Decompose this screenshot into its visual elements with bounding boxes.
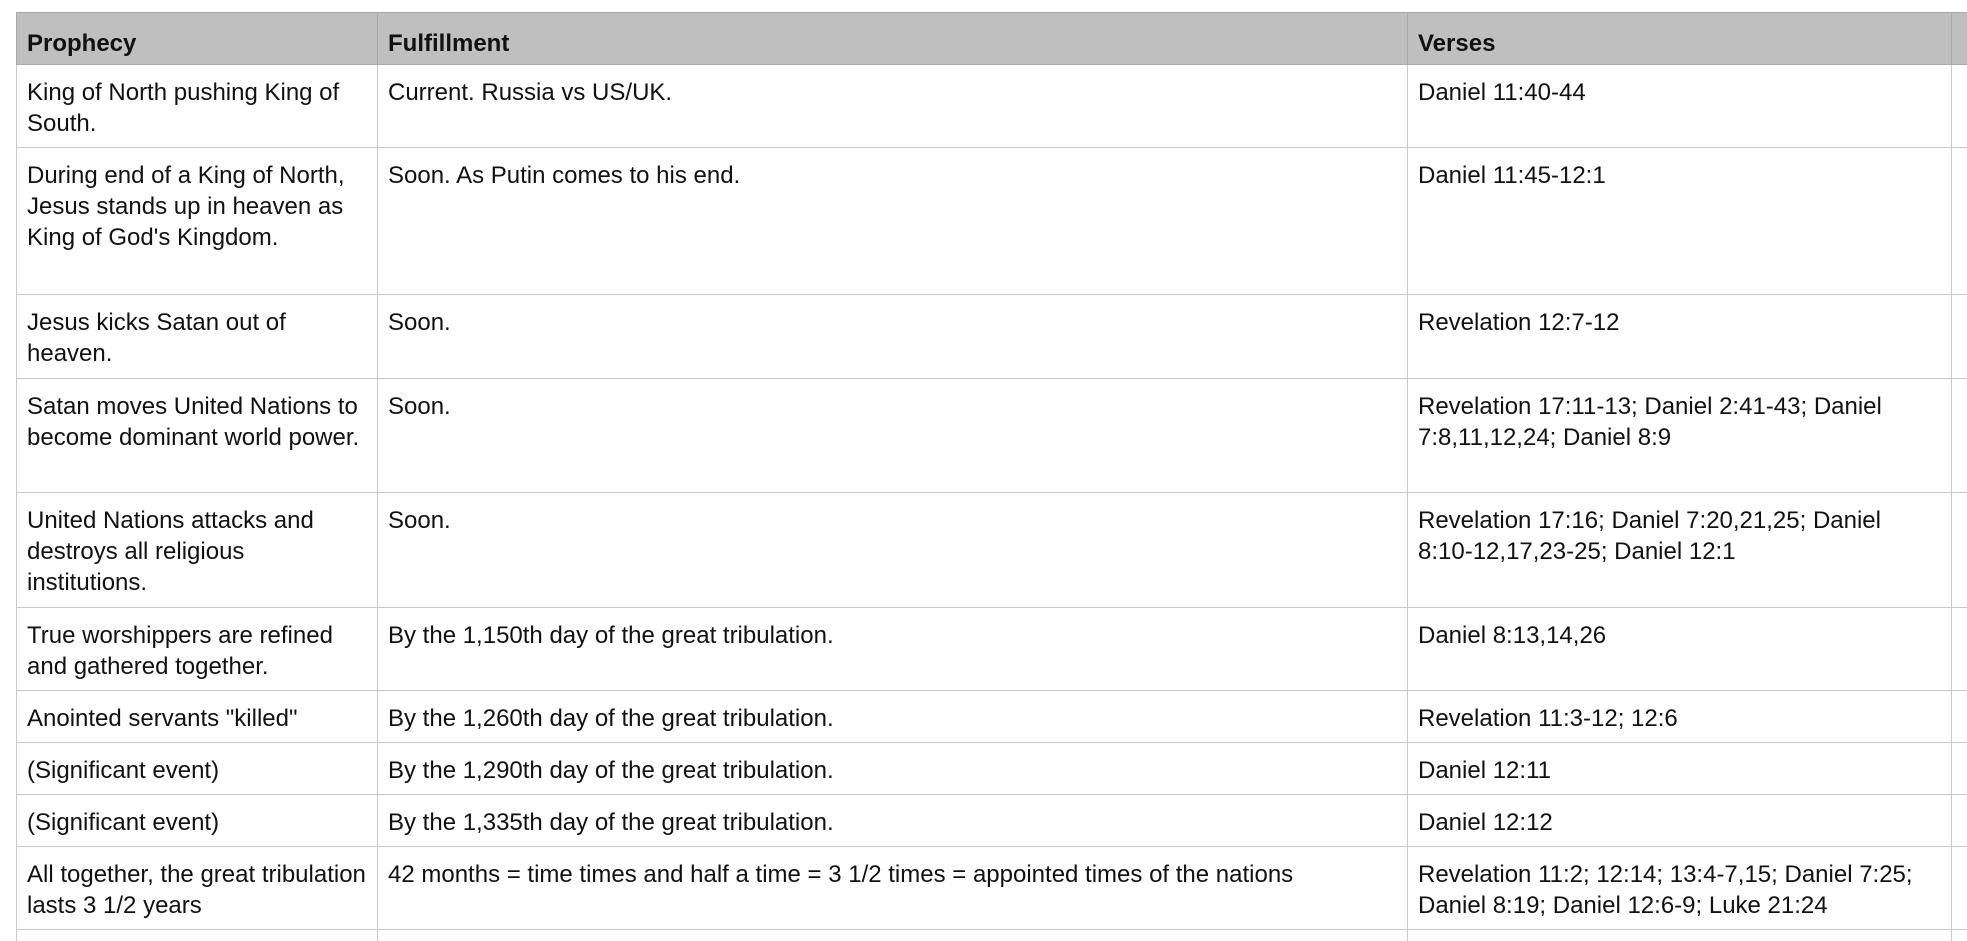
cell-empty[interactable] [1952, 847, 1967, 930]
cell-empty[interactable] [1952, 743, 1967, 795]
cell-verses[interactable]: Daniel 11:40-44 [1408, 65, 1952, 148]
cell-empty[interactable] [1952, 148, 1967, 295]
cell-empty[interactable] [1952, 608, 1967, 691]
cell-prophecy[interactable]: King of North pushing King of South. [17, 65, 378, 148]
cell-verses[interactable]: Revelation 11:3-12; 12:6 [1408, 691, 1952, 743]
cell-empty[interactable] [17, 930, 378, 941]
cell-verses[interactable]: Revelation 11:2; 12:14; 13:4-7,15; Daniel 7:25; Daniel 8:19; Daniel 12:6-9; Luke 21:24 [1408, 847, 1952, 930]
header-row [17, 13, 1967, 65]
cell-empty[interactable] [1952, 691, 1967, 743]
cell-verses[interactable]: Revelation 17:16; Daniel 7:20,21,25; Daniel 8:10-12,17,23-25; Daniel 12:1 [1408, 493, 1952, 608]
cell-verses[interactable]: Daniel 11:45-12:1 [1408, 148, 1952, 295]
cell-empty[interactable] [1952, 930, 1967, 941]
spreadsheet [16, 12, 1967, 941]
cell-empty[interactable] [378, 930, 1408, 941]
cell-fulfillment[interactable]: By the 1,335th day of the great tribulation. [378, 795, 1408, 847]
cell-empty[interactable] [1952, 795, 1967, 847]
cell-prophecy[interactable]: True worshippers are refined and gathered together. [17, 608, 378, 691]
cell-prophecy[interactable]: During end of a King of North, Jesus stands up in heaven as King of God's Kingdom. [17, 148, 378, 295]
cell-prophecy[interactable]: (Significant event) [17, 743, 378, 795]
prophecy-table [16, 12, 1967, 941]
cell-fulfillment[interactable]: By the 1,150th day of the great tribulation. [378, 608, 1408, 691]
cell-verses[interactable]: Daniel 12:12 [1408, 795, 1952, 847]
table-row [17, 379, 1967, 493]
cell-fulfillment[interactable]: 42 months = time times and half a time = 3 1/2 times = appointed times of the nations [378, 847, 1408, 930]
cell-prophecy[interactable]: All together, the great tribulation lasts 3 1/2 years [17, 847, 378, 930]
cell-verses[interactable]: Daniel 12:11 [1408, 743, 1952, 795]
cell-prophecy[interactable]: United Nations attacks and destroys all religious institutions. [17, 493, 378, 608]
cell-empty[interactable] [1952, 295, 1967, 379]
table-row-empty [17, 930, 1967, 941]
table-row [17, 743, 1967, 795]
cell-prophecy[interactable]: Anointed servants "killed" [17, 691, 378, 743]
header-fulfillment[interactable]: Fulfillment [378, 13, 1408, 65]
table-row [17, 795, 1967, 847]
cell-fulfillment[interactable]: Soon. As Putin comes to his end. [378, 148, 1408, 295]
cell-fulfillment[interactable]: Soon. [378, 493, 1408, 608]
cell-prophecy[interactable]: (Significant event) [17, 795, 378, 847]
cell-fulfillment[interactable]: Soon. [378, 379, 1408, 493]
cell-prophecy[interactable]: Satan moves United Nations to become dominant world power. [17, 379, 378, 493]
header-verses[interactable]: Verses [1408, 13, 1952, 65]
table-row [17, 608, 1967, 691]
table-row [17, 847, 1967, 930]
cell-empty[interactable] [1952, 65, 1967, 148]
cell-fulfillment[interactable]: Soon. [378, 295, 1408, 379]
cell-empty[interactable] [1952, 493, 1967, 608]
table-row [17, 493, 1967, 608]
cell-empty[interactable] [1408, 930, 1952, 941]
cell-prophecy[interactable]: Jesus kicks Satan out of heaven. [17, 295, 378, 379]
header-empty[interactable] [1952, 13, 1967, 65]
table-row [17, 295, 1967, 379]
cell-verses[interactable]: Revelation 17:11-13; Daniel 2:41-43; Daniel 7:8,11,12,24; Daniel 8:9 [1408, 379, 1952, 493]
cell-fulfillment[interactable]: By the 1,290th day of the great tribulation. [378, 743, 1408, 795]
header-prophecy[interactable]: Prophecy [17, 13, 378, 65]
table-row [17, 148, 1967, 295]
cell-fulfillment[interactable]: By the 1,260th day of the great tribulation. [378, 691, 1408, 743]
cell-verses[interactable]: Revelation 12:7-12 [1408, 295, 1952, 379]
cell-empty[interactable] [1952, 379, 1967, 493]
cell-fulfillment[interactable]: Current. Russia vs US/UK. [378, 65, 1408, 148]
table-row [17, 65, 1967, 148]
cell-verses[interactable]: Daniel 8:13,14,26 [1408, 608, 1952, 691]
table-row [17, 691, 1967, 743]
